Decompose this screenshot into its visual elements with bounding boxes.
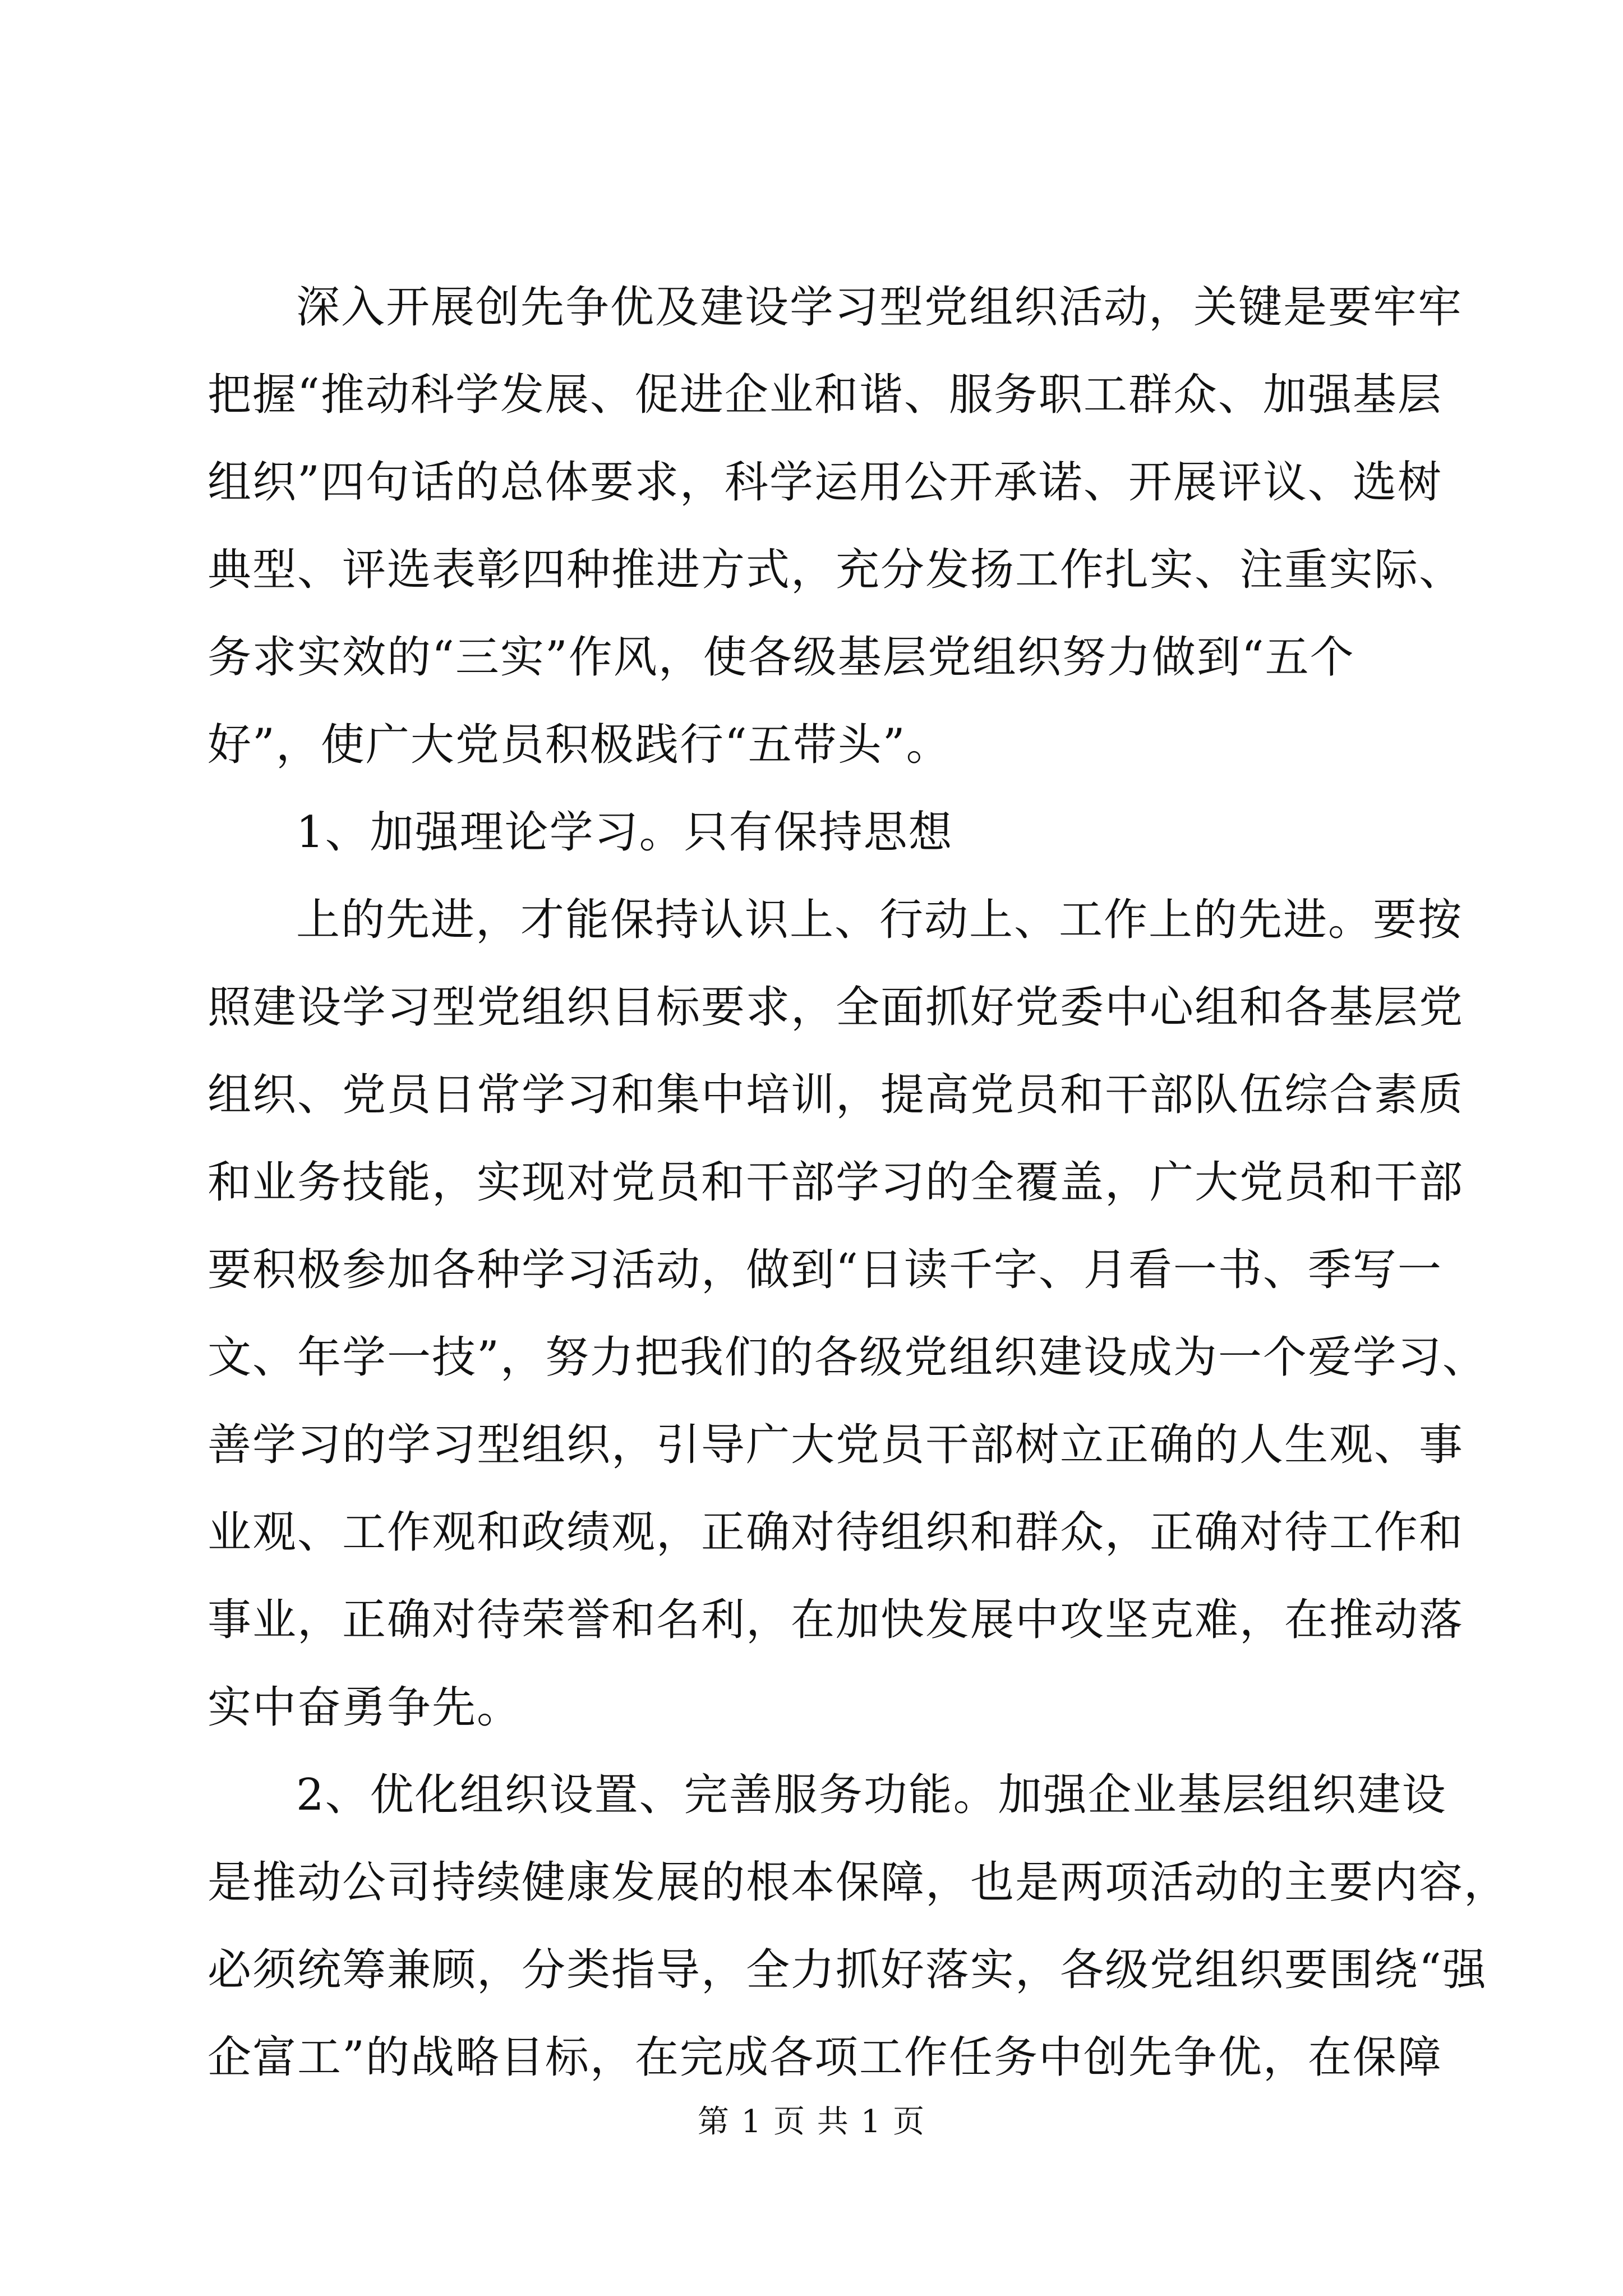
paragraph-line: 照建设学习型党组织目标要求，全面抓好党委中心组和各基层党 <box>208 982 1464 1033</box>
paragraph-line: 业观、工作观和政绩观，正确对待组织和群众，正确对待工作和 <box>208 1507 1464 1558</box>
document-body <box>208 264 1509 2101</box>
paragraph-line: 务求实效的“三实”作风，使各级基层党组织努力做到“五个 <box>208 632 1355 683</box>
paragraph-line: 企富工”的战略目标，在完成各项工作任务中创先争优，在保障 <box>208 2032 1442 2083</box>
paragraph-line: 文、年学一技”，努力把我们的各级党组织建设成为一个爱学习、 <box>208 1332 1487 1383</box>
paragraph-line: 组织”四句话的总体要求，科学运用公开承诺、开展评议、选树 <box>208 457 1442 508</box>
paragraph-line: 1、加强理论学习。只有保持思想 <box>296 807 953 858</box>
paragraph-line: 2、优化组织设置、完善服务功能。加强企业基层组织建设 <box>296 1770 1447 1820</box>
paragraph-line: 善学习的学习型组织，引导广大党员干部树立正确的人生观、事 <box>208 1420 1464 1470</box>
paragraph-line: 是推动公司持续健康发展的根本保障，也是两项活动的主要内容， <box>208 1857 1509 1908</box>
paragraph-line: 必须统筹兼顾，分类指导，全力抓好落实，各级党组织要围绕“强 <box>208 1945 1487 1995</box>
paragraph-line: 事业，正确对待荣誉和名利，在加快发展中攻坚克难，在推动落 <box>208 1595 1464 1645</box>
paragraph-line: 上的先进，才能保持认识上、行动上、工作上的先进。要按 <box>296 895 1463 945</box>
page-number-footer: 第 1 页 共 1 页 <box>697 2104 926 2140</box>
paragraph-line: 和业务技能，实现对党员和干部学习的全覆盖，广大党员和干部 <box>208 1157 1464 1208</box>
paragraph-line: 实中奋勇争先。 <box>208 1682 522 1733</box>
paragraph-line: 组织、党员日常学习和集中培训，提高党员和干部队伍综合素质 <box>208 1070 1464 1120</box>
paragraph-line: 典型、评选表彰四种推进方式，充分发扬工作扎实、注重实际、 <box>208 545 1464 595</box>
paragraph-line: 深入开展创先争优及建设学习型党组织活动，关键是要牢牢 <box>296 282 1463 333</box>
paragraph-line: 把握“推动科学发展、促进企业和谐、服务职工群众、加强基层 <box>208 370 1442 420</box>
paragraph-line: 好”，使广大党员积极践行“五带头”。 <box>208 720 951 770</box>
paragraph-line: 要积极参加各种学习活动，做到“日读千字、月看一书、季写一 <box>208 1245 1442 1295</box>
